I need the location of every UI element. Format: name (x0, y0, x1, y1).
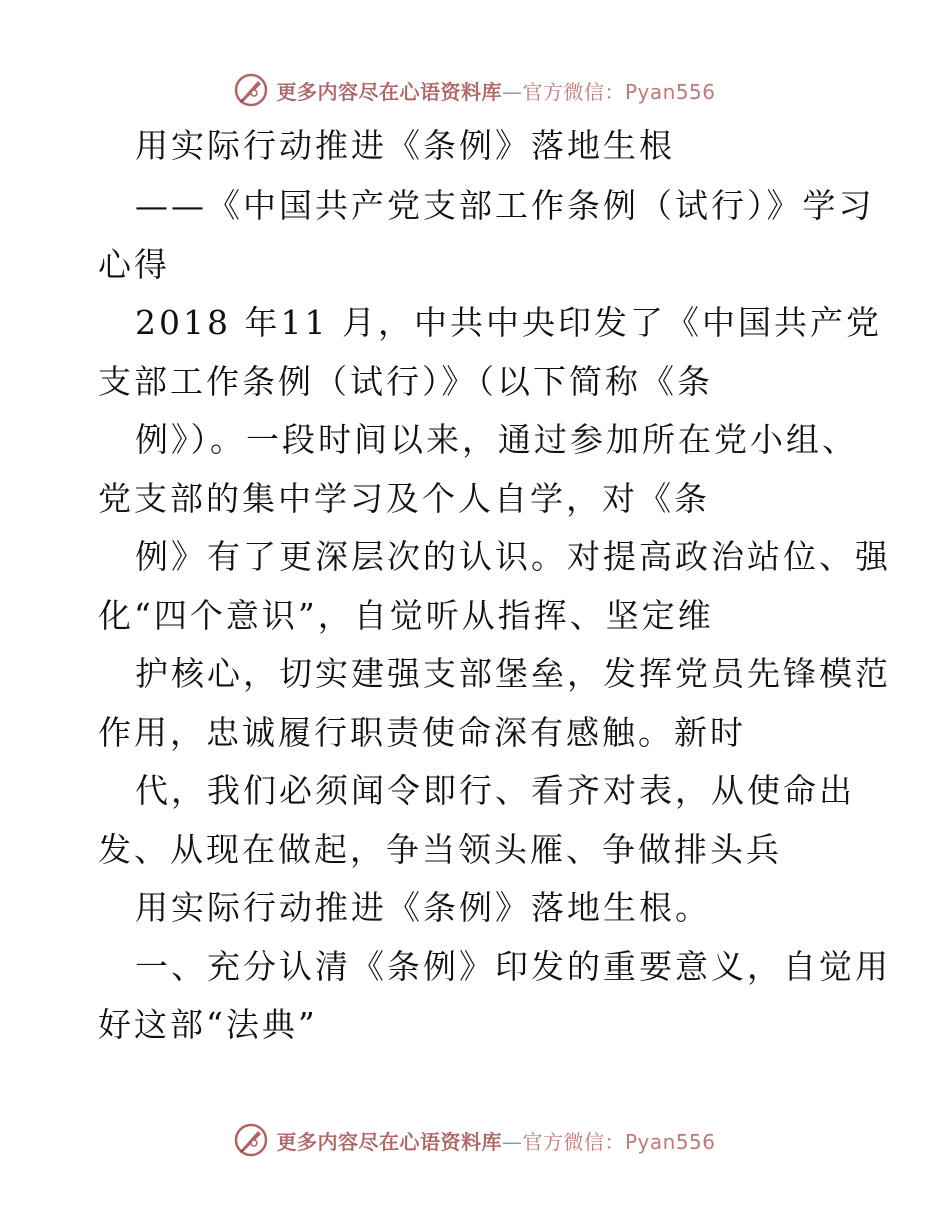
quill-pen-logo-icon (234, 73, 268, 107)
paragraph-line: 例》有了更深层次的认识。对提高政治站位、强 (135, 537, 891, 576)
section-heading-line-2: 好这部“法典” (98, 1005, 318, 1044)
paragraph-line: 用实际行动推进《条例》落地生根。 (135, 888, 711, 927)
paragraph-line: 发、从现在做起，争当领头雁、争做排头兵 (98, 830, 782, 869)
header-watermark-banner (0, 70, 950, 110)
paragraph-line: 党支部的集中学习及个人自学，对《条 (98, 479, 710, 518)
paragraph-line: 化“四个意识”，自觉听从指挥、坚定维 (98, 596, 714, 635)
quill-pen-logo-icon (234, 1123, 268, 1157)
paragraph-line: 例》）。一段时间以来，通过参加所在党小组、 (135, 420, 858, 459)
watermark-wechat-id: Pyan556 (624, 1129, 716, 1154)
watermark-wechat-id: Pyan556 (624, 79, 716, 104)
watermark-dash: — (501, 1129, 523, 1154)
watermark-dash: — (501, 79, 523, 104)
document-title: 用实际行动推进《条例》落地生根 (135, 126, 675, 165)
paragraph-line: 支部工作条例（试行）》（以下简称《条 (98, 362, 713, 401)
document-subtitle-line-1: ——《中国共产党支部工作条例（试行）》学习 (135, 186, 875, 225)
watermark-text (276, 1126, 715, 1155)
paragraph-line: 作用，忠诚履行职责使命深有感触。新时 (98, 713, 746, 752)
watermark-wechat-label: 官方微信： (522, 1129, 625, 1154)
footer-watermark-banner (0, 1120, 950, 1160)
watermark-text (276, 76, 715, 105)
watermark-site-text: 更多内容尽在心语资料库 (276, 79, 502, 104)
paragraph-line: 2018 年11 月，中共中央印发了《中国共产党 (135, 303, 882, 342)
paragraph-line: 护核心，切实建强支部堡垒，发挥党员先锋模范 (135, 654, 891, 693)
watermark-site-text: 更多内容尽在心语资料库 (276, 1129, 502, 1154)
watermark-wechat-label: 官方微信： (522, 79, 625, 104)
section-heading-line-1: 一、充分认清《条例》印发的重要意义，自觉用 (135, 947, 891, 986)
document-subtitle-line-2: 心得 (98, 245, 170, 284)
paragraph-line: 代，我们必须闻令即行、看齐对表，从使命出 (135, 771, 855, 810)
